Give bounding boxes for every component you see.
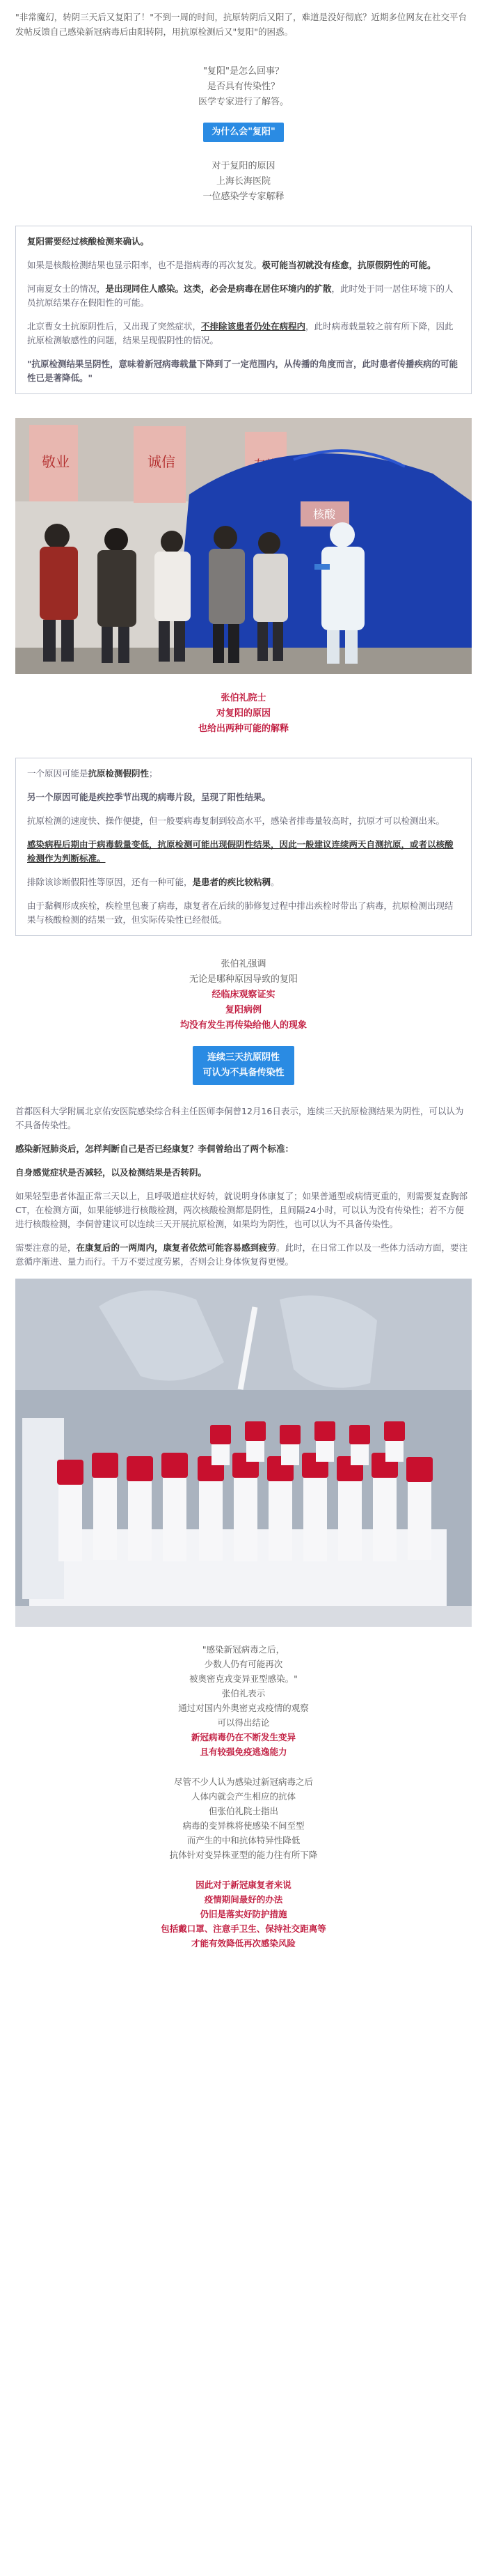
intro-paragraph (0, 0, 487, 39)
quote-block-1 (0, 1642, 487, 1759)
quote-line: 少数人仍有可能再次 (204, 1659, 283, 1669)
question-line: 医学专家进行了解答。 (198, 97, 289, 107)
expert1-block (0, 159, 487, 205)
section1-header (0, 123, 487, 142)
question-line: "复阳"是怎么回事？ (203, 66, 284, 77)
expert2-line: 对复阳的原因 (216, 708, 271, 719)
body-section (0, 1104, 487, 1269)
red-quote-line: 因此对于新冠康复者来说 (195, 1880, 292, 1890)
box1-paragraph (27, 320, 460, 348)
quote-line: 人体内就会产生相应的抗体 (191, 1791, 296, 1802)
red-quote-line: 包括戴口罩、注意手卫生、保持社交距离等 (161, 1923, 326, 1934)
box1-paragraph (27, 282, 460, 310)
underline-span: 不排除该患者仍处在病程内 (201, 321, 306, 331)
section2-button[interactable] (193, 1046, 294, 1085)
box2-paragraph (27, 875, 460, 889)
box1-paragraph (27, 258, 460, 272)
quote-line: 可以得出结论 (217, 1717, 270, 1728)
red-quote-line: 仍旧是落实好防护措施 (200, 1909, 287, 1919)
test-tube-row (57, 1453, 433, 1561)
poster-left-text: 敬业 (42, 453, 70, 470)
body-paragraph: 自身感觉症状是否减轻，以及检测结果是否转阴。 (15, 1167, 207, 1178)
text-span: ，此时处于同一居住环境下的人员抗原结果存在假阳性的可能。 (27, 283, 454, 308)
tent-tag-text: 核酸 (313, 508, 336, 521)
expert2-block (0, 691, 487, 737)
testing-site-image (15, 418, 472, 674)
expert3-line: 均没有发生再传染给他人的现象 (179, 1020, 307, 1031)
text-span: ，此时病毒载量较之前有所下降，因此抗原检测敏感性的问题，结果呈现假阴性的情况。 (27, 321, 454, 345)
quote-line: 但张伯礼院士指出 (208, 1806, 278, 1816)
questions-block (0, 64, 487, 110)
text-span: 。此时，在日常工作以及一些体力活动方面，要注意循序渐进、量力而行。千万不要过度劳累，否则会让身体恢复得更慢。 (15, 1242, 468, 1267)
bold-span: 极可能当初就没有痊愈，抗原假阴性的可能。 (262, 260, 436, 270)
text-span: 河南夏女士的情况， (27, 283, 106, 294)
info-box-2 (15, 758, 472, 936)
bold-span: 是患者的疾比较粘稠 (192, 877, 271, 887)
expert3-line: 无论是哪种原因导致的复阳 (189, 974, 298, 985)
quote-line: 而产生的中和抗体特异性降低 (186, 1835, 301, 1845)
bold-span: 抗原检测假阴性 (88, 768, 150, 779)
expert3-line: 复阳病例 (225, 1005, 262, 1015)
section1-button[interactable]: 为什么会"复阳" (203, 123, 284, 142)
box2-paragraph: 抗原检测的速度快、操作便捷，但一般要病毒复制到较高水平，感染者排毒量较高时，抗原才可以检测出来。 (27, 815, 445, 826)
text-span: 如果是核酸检测结果也显示阳率，也不是指病毒的再次复发。 (27, 260, 262, 270)
red-quote-line: 才能有效降低再次感染风险 (191, 1938, 296, 1949)
expert1-line: 对于复阳的原因 (211, 161, 276, 171)
box2-paragraph: 另一个原因可能是疾控季节出现的病毒片段，呈现了阳性结果。 (27, 792, 271, 802)
expert2-line: 也给出两种可能的解释 (198, 724, 289, 734)
expert3-line: 张伯礼强调 (221, 959, 266, 969)
quote-line: 被奥密克戎变异亚型感染。" (189, 1673, 298, 1684)
photo-testing-site (15, 418, 472, 674)
box1-lead: 复阳需要经过核酸检测来确认。 (27, 236, 150, 247)
quote-line: 通过对国内外奥密克戎疫情的观察 (178, 1703, 309, 1713)
bold-span: 在康复后的一两周内，康复者依然可能容易感到疲劳 (76, 1242, 277, 1253)
quote-line: 抗体针对变异株亚型的能力往有所下降 (169, 1850, 318, 1860)
quote-line: 张伯礼表示 (221, 1688, 266, 1699)
expert1-line: 一位感染学专家解释 (202, 192, 285, 202)
section2-button-line: 连续三天抗原阴性 (207, 1052, 280, 1063)
section2-header (0, 1046, 487, 1085)
body-paragraph: 感染新冠肺炎后，怎样判断自己是否已经康复？李侗曾给出了两个标准： (15, 1143, 294, 1154)
body-paragraph: 如果轻型患者体温正常三天以上，且呼吸道症状好转，就说明身体康复了；如果普通型或病情更重的，则需要复查胸部CT，在检测方面，如果能够进行核酸检测，两次核酸检测都是阴性，且间隔24小时，可以认为没有传染性；若不方便进行核酸检测，李侗曾建议可以连续三天开展抗原检测，如果均为阴性，也可以认为不具备传染性。 (15, 1191, 468, 1229)
text-span: 排除该诊断假阳性等原因，还有一种可能， (27, 877, 193, 887)
bold-span: 必会是病毒在居住环境内的扩散 (209, 283, 332, 294)
body-paragraph (15, 1241, 472, 1269)
quote-line: 病毒的变异株将使感染不间至型 (182, 1820, 305, 1831)
section2-button-line: 可认为不具备传染性 (202, 1068, 285, 1078)
bold-span: 是出现同住人感染。这类， (105, 283, 210, 294)
box1-quote: "抗原检测结果呈阴性，意味着新冠病毒载量下降到了一定范围内，从传播的角度而言，此时患者传播疾病的可能性已是著降低。" (27, 359, 458, 383)
quote-block-3 (0, 1878, 487, 1951)
red-quote-line: 新冠病毒仍在不断发生变异 (191, 1732, 296, 1742)
red-quote-line: 疫情期间最好的办法 (204, 1894, 283, 1905)
expert3-block (0, 957, 487, 1033)
photo-test-tubes (15, 1279, 472, 1627)
box2-paragraph: 由于黏稠形成疾栓，疾栓里包裹了病毒，康复者在后续的肺修复过程中排出疾栓时带出了病毒，抗原检测出现结果与核酸检测的结果一致，但实际传染性已经很低。 (27, 900, 454, 925)
body-paragraph: 首都医科大学附属北京佑安医院感染综合科主任医师李侗曾12月16日表示，连续三天抗原检测结果为阴性，可以认为不具备传染性。 (15, 1106, 464, 1130)
text-span: 一个原因可能是 (27, 768, 88, 779)
expert3-line: 经临床观察证实 (211, 990, 276, 1000)
text-span: 北京曹女士抗原阴性后，又出现了突然症状， (27, 321, 202, 331)
expert1-line: 上海长海医院 (216, 176, 271, 187)
test-tubes-image (15, 1279, 472, 1627)
text-span: ； (149, 768, 158, 779)
box2-lead (27, 767, 460, 781)
quote-line: 尽管不少人认为感染过新冠病毒之后 (173, 1777, 313, 1787)
question-line: 是否具有传染性？ (207, 81, 280, 92)
red-quote-line: 且有较强免疫逃逸能力 (200, 1747, 287, 1757)
intro-text: "非常魔幻，转阴三天后又复阳了！"不到一周的时间，抗原转阴后又阳了，难道是没好彻底？近期多位网友在社交平台发帖反馈自己感染新冠病毒后由阳转阴，用抗原检测后又"复阳"的困惑。 (15, 12, 468, 37)
poster-mid-text: 诚信 (147, 453, 175, 470)
box2-paragraph (27, 838, 460, 866)
quote-block-2 (0, 1774, 487, 1862)
underline-span: 感染病程后期由于病毒载量变低，抗原检测可能出现假阴性结果，因此一般建议连续两天自测抗原，或者以核酸检测作为判断标准。 (27, 839, 454, 864)
expert2-line: 张伯礼院士 (221, 693, 266, 703)
quote-line: "感染新冠病毒之后， (202, 1644, 285, 1655)
info-box-1 (15, 226, 472, 394)
text-span: 。 (271, 877, 280, 887)
text-span: 需要注意的是， (15, 1242, 77, 1253)
